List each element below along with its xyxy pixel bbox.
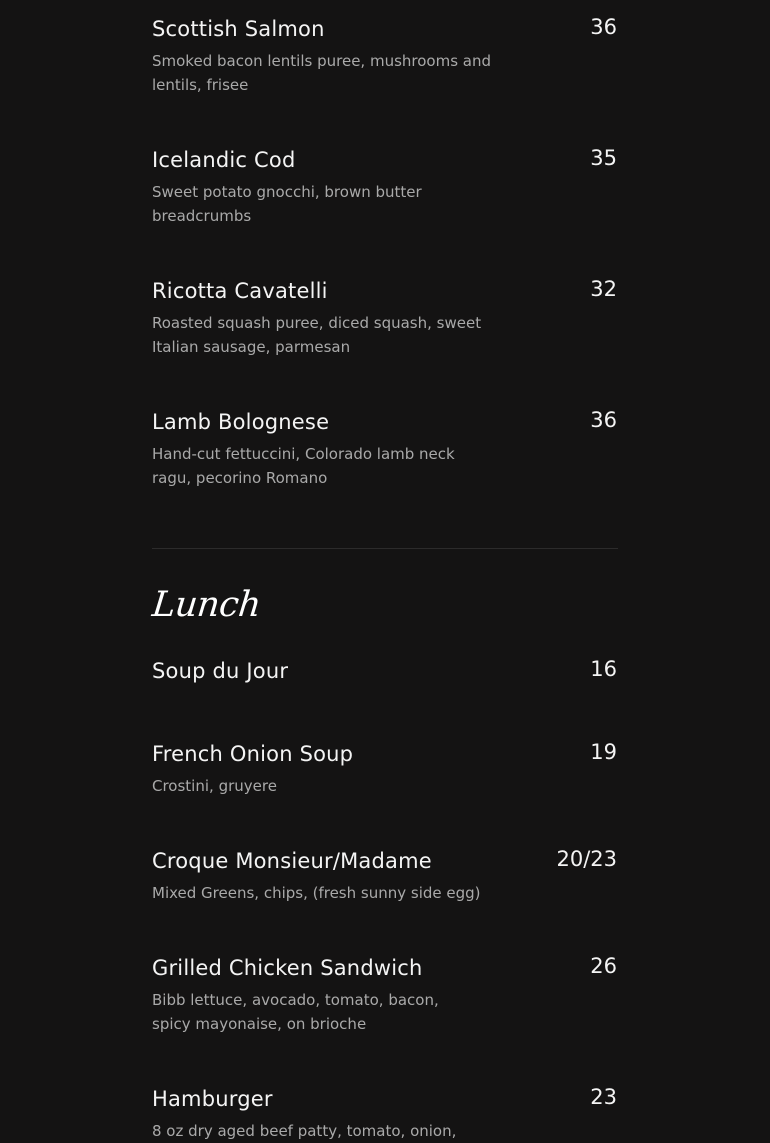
- menu-item-price: 20/23: [556, 847, 617, 871]
- menu-item-name: Grilled Chicken Sandwich: [152, 956, 423, 980]
- menu-item-description: 8 oz dry aged beef patty, tomato, onion,: [152, 1122, 457, 1140]
- menu-item-name: Ricotta Cavatelli: [152, 279, 328, 303]
- menu-item-name: Icelandic Cod: [152, 148, 296, 172]
- menu-item-price: 16: [590, 657, 617, 681]
- menu-item-name: Scottish Salmon: [152, 17, 325, 41]
- menu-item-description: Roasted squash puree, diced squash, sweet Italian sausage, parmesan: [152, 314, 482, 356]
- menu-item-name: Lamb Bolognese: [152, 410, 330, 434]
- menu-item-name: Hamburger: [152, 1087, 273, 1111]
- menu-item-price: 23: [590, 1085, 617, 1109]
- menu-item-description: Bibb lettuce, avocado, tomato, bacon, spicy mayonaise, on brioche: [152, 991, 439, 1033]
- menu-item-price: 19: [590, 740, 617, 764]
- menu-item-description: Smoked bacon lentils puree, mushrooms and lentils, frisee: [152, 52, 492, 94]
- menu-item-price: 35: [590, 146, 617, 170]
- menu-item-name: French Onion Soup: [152, 742, 354, 766]
- menu-item-name: Soup du Jour: [152, 659, 289, 683]
- menu-item-name: Croque Monsieur/Madame: [152, 849, 432, 873]
- menu-item-price: 32: [590, 277, 617, 301]
- menu-item-description: Hand-cut fettuccini, Colorado lamb neck ragu, pecorino Romano: [152, 445, 455, 487]
- menu-item-description: Crostini, gruyere: [152, 777, 277, 795]
- section-title-lunch: Lunch: [150, 585, 263, 625]
- menu-item-price: 26: [590, 954, 617, 978]
- menu-item-description: Mixed Greens, chips, (fresh sunny side egg): [152, 884, 481, 902]
- menu-item-description: Sweet potato gnocchi, brown butter breadcrumbs: [152, 183, 422, 225]
- menu-item-price: 36: [590, 15, 617, 39]
- section-divider: [152, 548, 618, 549]
- menu-item-price: 36: [590, 408, 617, 432]
